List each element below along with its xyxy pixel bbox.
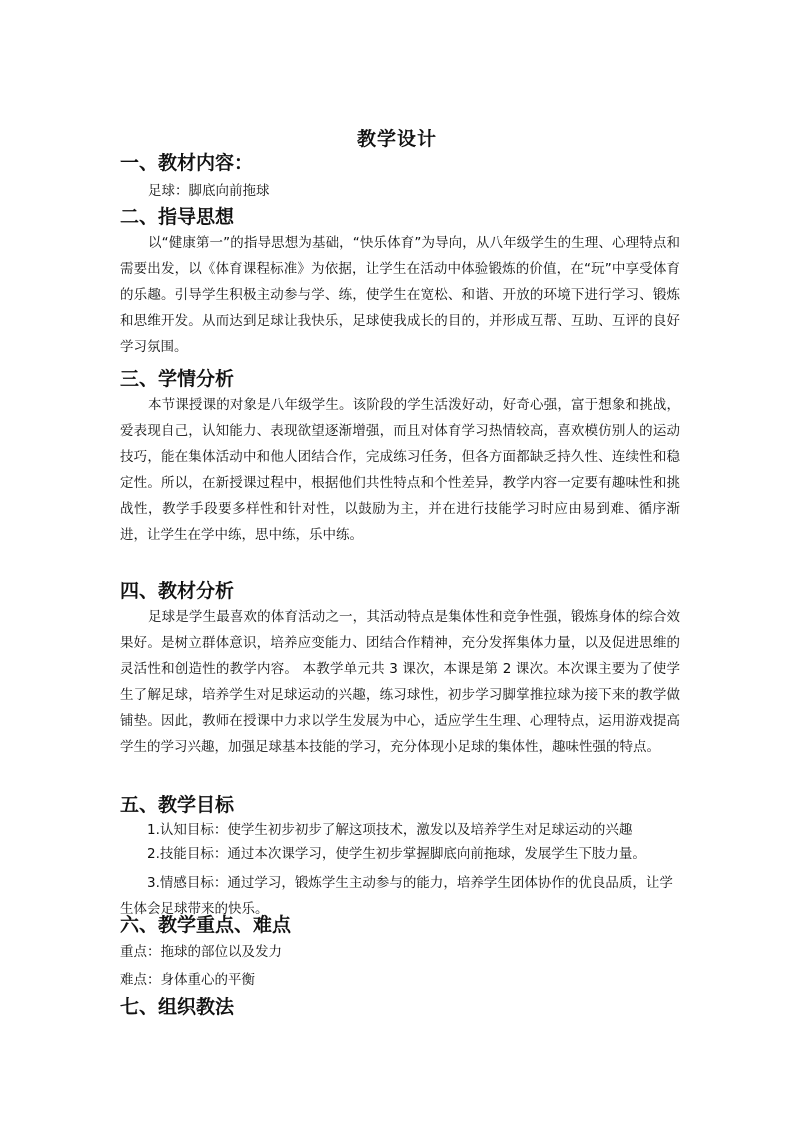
- document-title: 教学设计: [356, 128, 437, 150]
- goal-emotional: 3.情感目标：通过学习，锻炼学生主动参与的能力，培养学生团体协作的优良品质，让学生体会足球带来的快乐。: [120, 875, 673, 917]
- section-heading: 一、教材内容：: [120, 152, 254, 174]
- section-paragraph: 以“健康第一”的指导思想为基础，“快乐体育”为导向，从八年级学生的生理、心理特点和需要出发，以《体育课程标准》为依据，让学生在活动中体验锻炼的价值，在“玩”中享受体育的乐趣。引导学生积极主动参与学、练，使学生在宽松、和谐、开放的环境下进行学习、锻炼和思维开发。从而达到足球让我快乐，足球使我成长的目的，并形成互帮、互助、互评的良好学习氛围。: [120, 235, 680, 355]
- key-point-line: 重点：拖球的部位以及发力: [120, 944, 282, 960]
- goal-skill: 2.技能目标：通过本次课学习，使学生初步掌握脚底向前拖球，发展学生下肢力量。: [147, 846, 646, 862]
- section-heading: 三、学情分析: [120, 368, 235, 390]
- section-paragraph: 足球是学生最喜欢的体育活动之一，其活动特点是集体性和竞争性强，锻炼身体的综合效果好。是树立群体意识，培养应变能力、团结合作精神，充分发挥集体力量，以及促进思维的灵活性和创造性的教学内容。 本教学单元共 3 课次，本课是第 2 课次。本次课主要为了使学生了解足球，培养学生对足球运动的兴趣，练习球性，初步学习脚掌推拉球为接下来的教学做铺垫。因此，教师在授课中力求以学生发展为中心，适应学生生理、心理特点，运用游戏提高学生的学习兴趣，加强足球基本技能的学习，充分体现小足球的集体性，趣味性强的特点。: [120, 609, 680, 755]
- content-line: 足球：脚底向前拖球: [148, 183, 270, 199]
- section-guiding-ideology: [120, 204, 680, 360]
- section-material-analysis: [120, 578, 680, 760]
- section-teaching-content: [120, 150, 680, 206]
- section-heading: 二、指导思想: [120, 206, 235, 228]
- section-organization-method: [120, 994, 680, 1020]
- section-paragraph: 本节课授课的对象是八年级学生。该阶段的学生活泼好动，好奇心强，富于想象和挑战，爱表现自己，认知能力、表现欲望逐渐增强，而且对体育学习热情较高，喜欢模仿别人的运动技巧，能在集体活动中和他人团结合作，完成练习任务，但各方面都缺乏持久性、连续性和稳定性。所以，在新授课过程中，根据他们共性特点和个性差异，教学内容一定要有趣味性和挑战性，教学手段要多样性和针对性，以鼓励为主，并在进行技能学习时应由易到难、循序渐进，让学生在学中练，思中练，乐中练。: [120, 397, 680, 543]
- section-student-analysis: [120, 366, 680, 548]
- section-heading: 七、组织教法: [120, 996, 235, 1018]
- section-heading: 五、教学目标: [120, 794, 235, 816]
- section-heading: 六、教学重点、难点: [120, 914, 292, 936]
- section-key-points: [120, 912, 680, 994]
- section-heading: 四、教材分析: [120, 580, 235, 602]
- difficulty-line: 难点：身体重心的平衡: [120, 972, 255, 988]
- goal-cognitive: 1.认知目标：使学生初步初步了解这项技术，激发以及培养学生对足球运动的兴趣: [147, 822, 633, 838]
- section-teaching-goals: [120, 792, 680, 922]
